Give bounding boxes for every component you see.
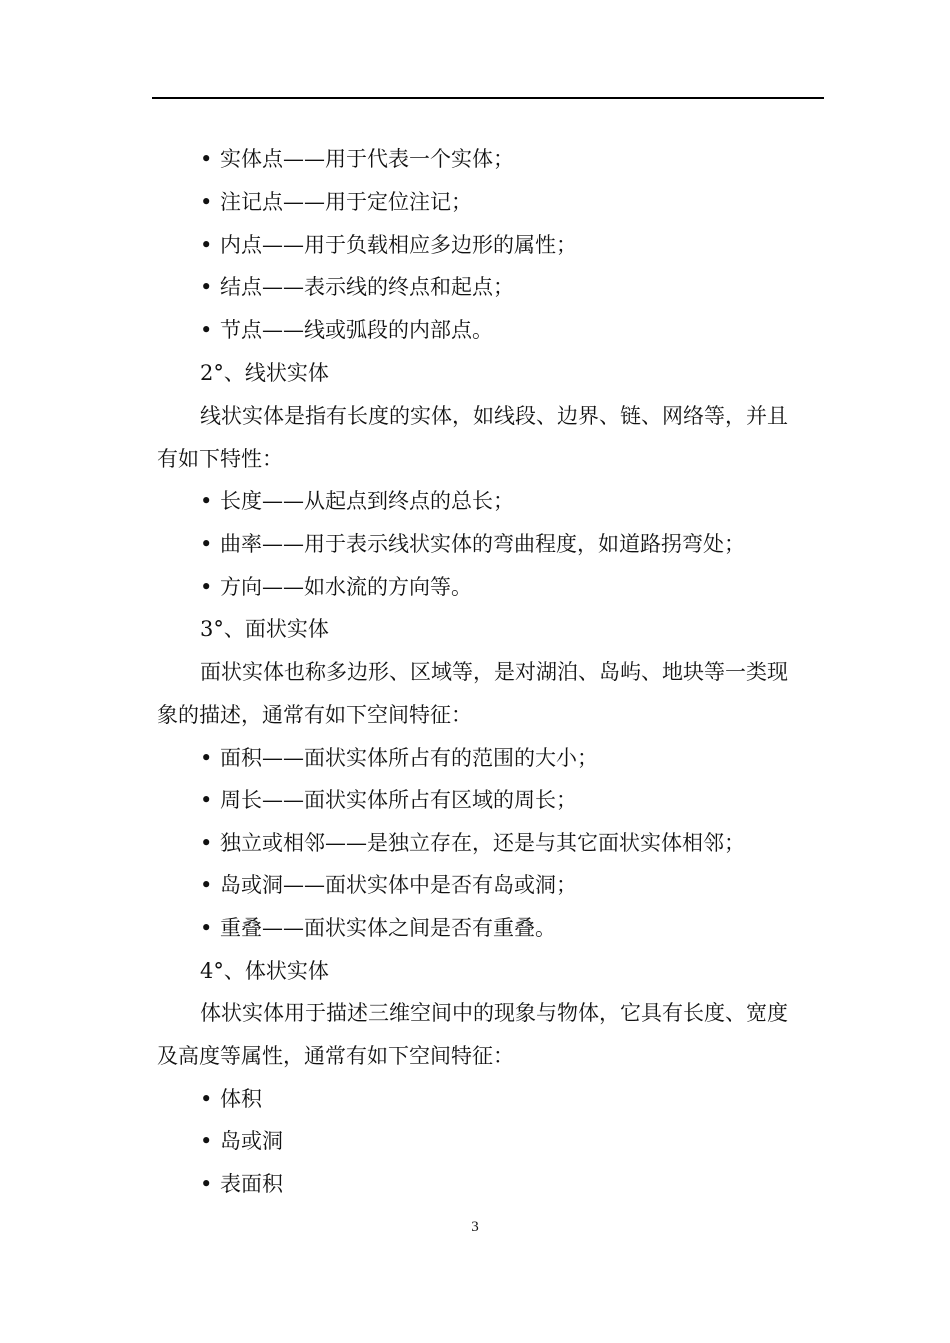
bullet-mark: • (200, 746, 213, 770)
bullet-mark: • (200, 275, 213, 299)
paragraph-line: 有如下特性： (157, 447, 283, 471)
bullet-text: 节点——线或弧段的内部点。 (220, 318, 493, 342)
bullet-mark: • (200, 532, 213, 556)
bullet-mark: • (200, 1087, 213, 1111)
bullet-text: 体积 (220, 1087, 262, 1111)
page-number: 3 (471, 1219, 479, 1235)
bullet-item (200, 745, 598, 771)
bullet-mark: • (200, 1129, 213, 1153)
bullet-item (200, 1171, 283, 1197)
bullet-mark: • (200, 575, 213, 599)
bullet-text: 岛或洞——面状实体中是否有岛或洞； (220, 873, 577, 897)
bullet-text: 周长——面状实体所占有区域的周长； (220, 788, 577, 812)
bullet-text: 重叠——面状实体之间是否有重叠。 (220, 916, 556, 940)
bullet-item (200, 1086, 262, 1112)
bullet-text: 独立或相邻——是独立存在，还是与其它面状实体相邻； (220, 831, 745, 855)
bullet-text: 表面积 (220, 1172, 283, 1196)
bullet-item (200, 488, 514, 514)
bullet-mark: • (200, 190, 213, 214)
bullet-text: 内点——用于负载相应多边形的属性； (220, 233, 577, 257)
bullet-text: 长度——从起点到终点的总长； (220, 489, 514, 513)
bullet-item (200, 274, 514, 300)
bullet-item (200, 232, 577, 258)
bullet-text: 面积——面状实体所占有的范围的大小； (220, 746, 598, 770)
bullet-mark: • (200, 147, 213, 171)
bullet-item (200, 1128, 283, 1154)
bullet-mark: • (200, 318, 213, 342)
bullet-item (200, 574, 472, 600)
bullet-text: 结点——表示线的终点和起点； (220, 275, 514, 299)
bullet-item (200, 317, 493, 343)
bullet-item (200, 531, 745, 557)
bullet-mark: • (200, 233, 213, 257)
bullet-item (200, 830, 745, 856)
paragraph-line: 象的描述，通常有如下空间特征： (157, 703, 472, 727)
bullet-text: 岛或洞 (220, 1129, 283, 1153)
paragraph-line: 面状实体也称多边形、区域等，是对湖泊、岛屿、地块等一类现 (200, 660, 788, 684)
bullet-item (200, 787, 577, 813)
bullet-mark: • (200, 831, 213, 855)
bullet-item (200, 872, 577, 898)
bullet-item (200, 915, 556, 941)
paragraph-line: 线状实体是指有长度的实体，如线段、边界、链、网络等，并且 (200, 404, 788, 428)
bullet-text: 曲率——用于表示线状实体的弯曲程度，如道路拐弯处； (220, 532, 745, 556)
bullet-mark: • (200, 489, 213, 513)
bullet-mark: • (200, 788, 213, 812)
header-rule (152, 97, 824, 99)
section-heading: 2°、线状实体 (200, 361, 329, 385)
bullet-item (200, 189, 472, 215)
bullet-text: 方向——如水流的方向等。 (220, 575, 472, 599)
paragraph-line: 体状实体用于描述三维空间中的现象与物体，它具有长度、宽度 (200, 1001, 788, 1025)
bullet-mark: • (200, 873, 213, 897)
bullet-text: 实体点——用于代表一个实体； (220, 147, 514, 171)
paragraph-line: 及高度等属性，通常有如下空间特征： (157, 1044, 514, 1068)
section-heading: 4°、体状实体 (200, 959, 329, 983)
section-heading: 3°、面状实体 (200, 617, 329, 641)
bullet-item (200, 146, 514, 172)
bullet-mark: • (200, 916, 213, 940)
bullet-mark: • (200, 1172, 213, 1196)
bullet-text: 注记点——用于定位注记； (220, 190, 472, 214)
